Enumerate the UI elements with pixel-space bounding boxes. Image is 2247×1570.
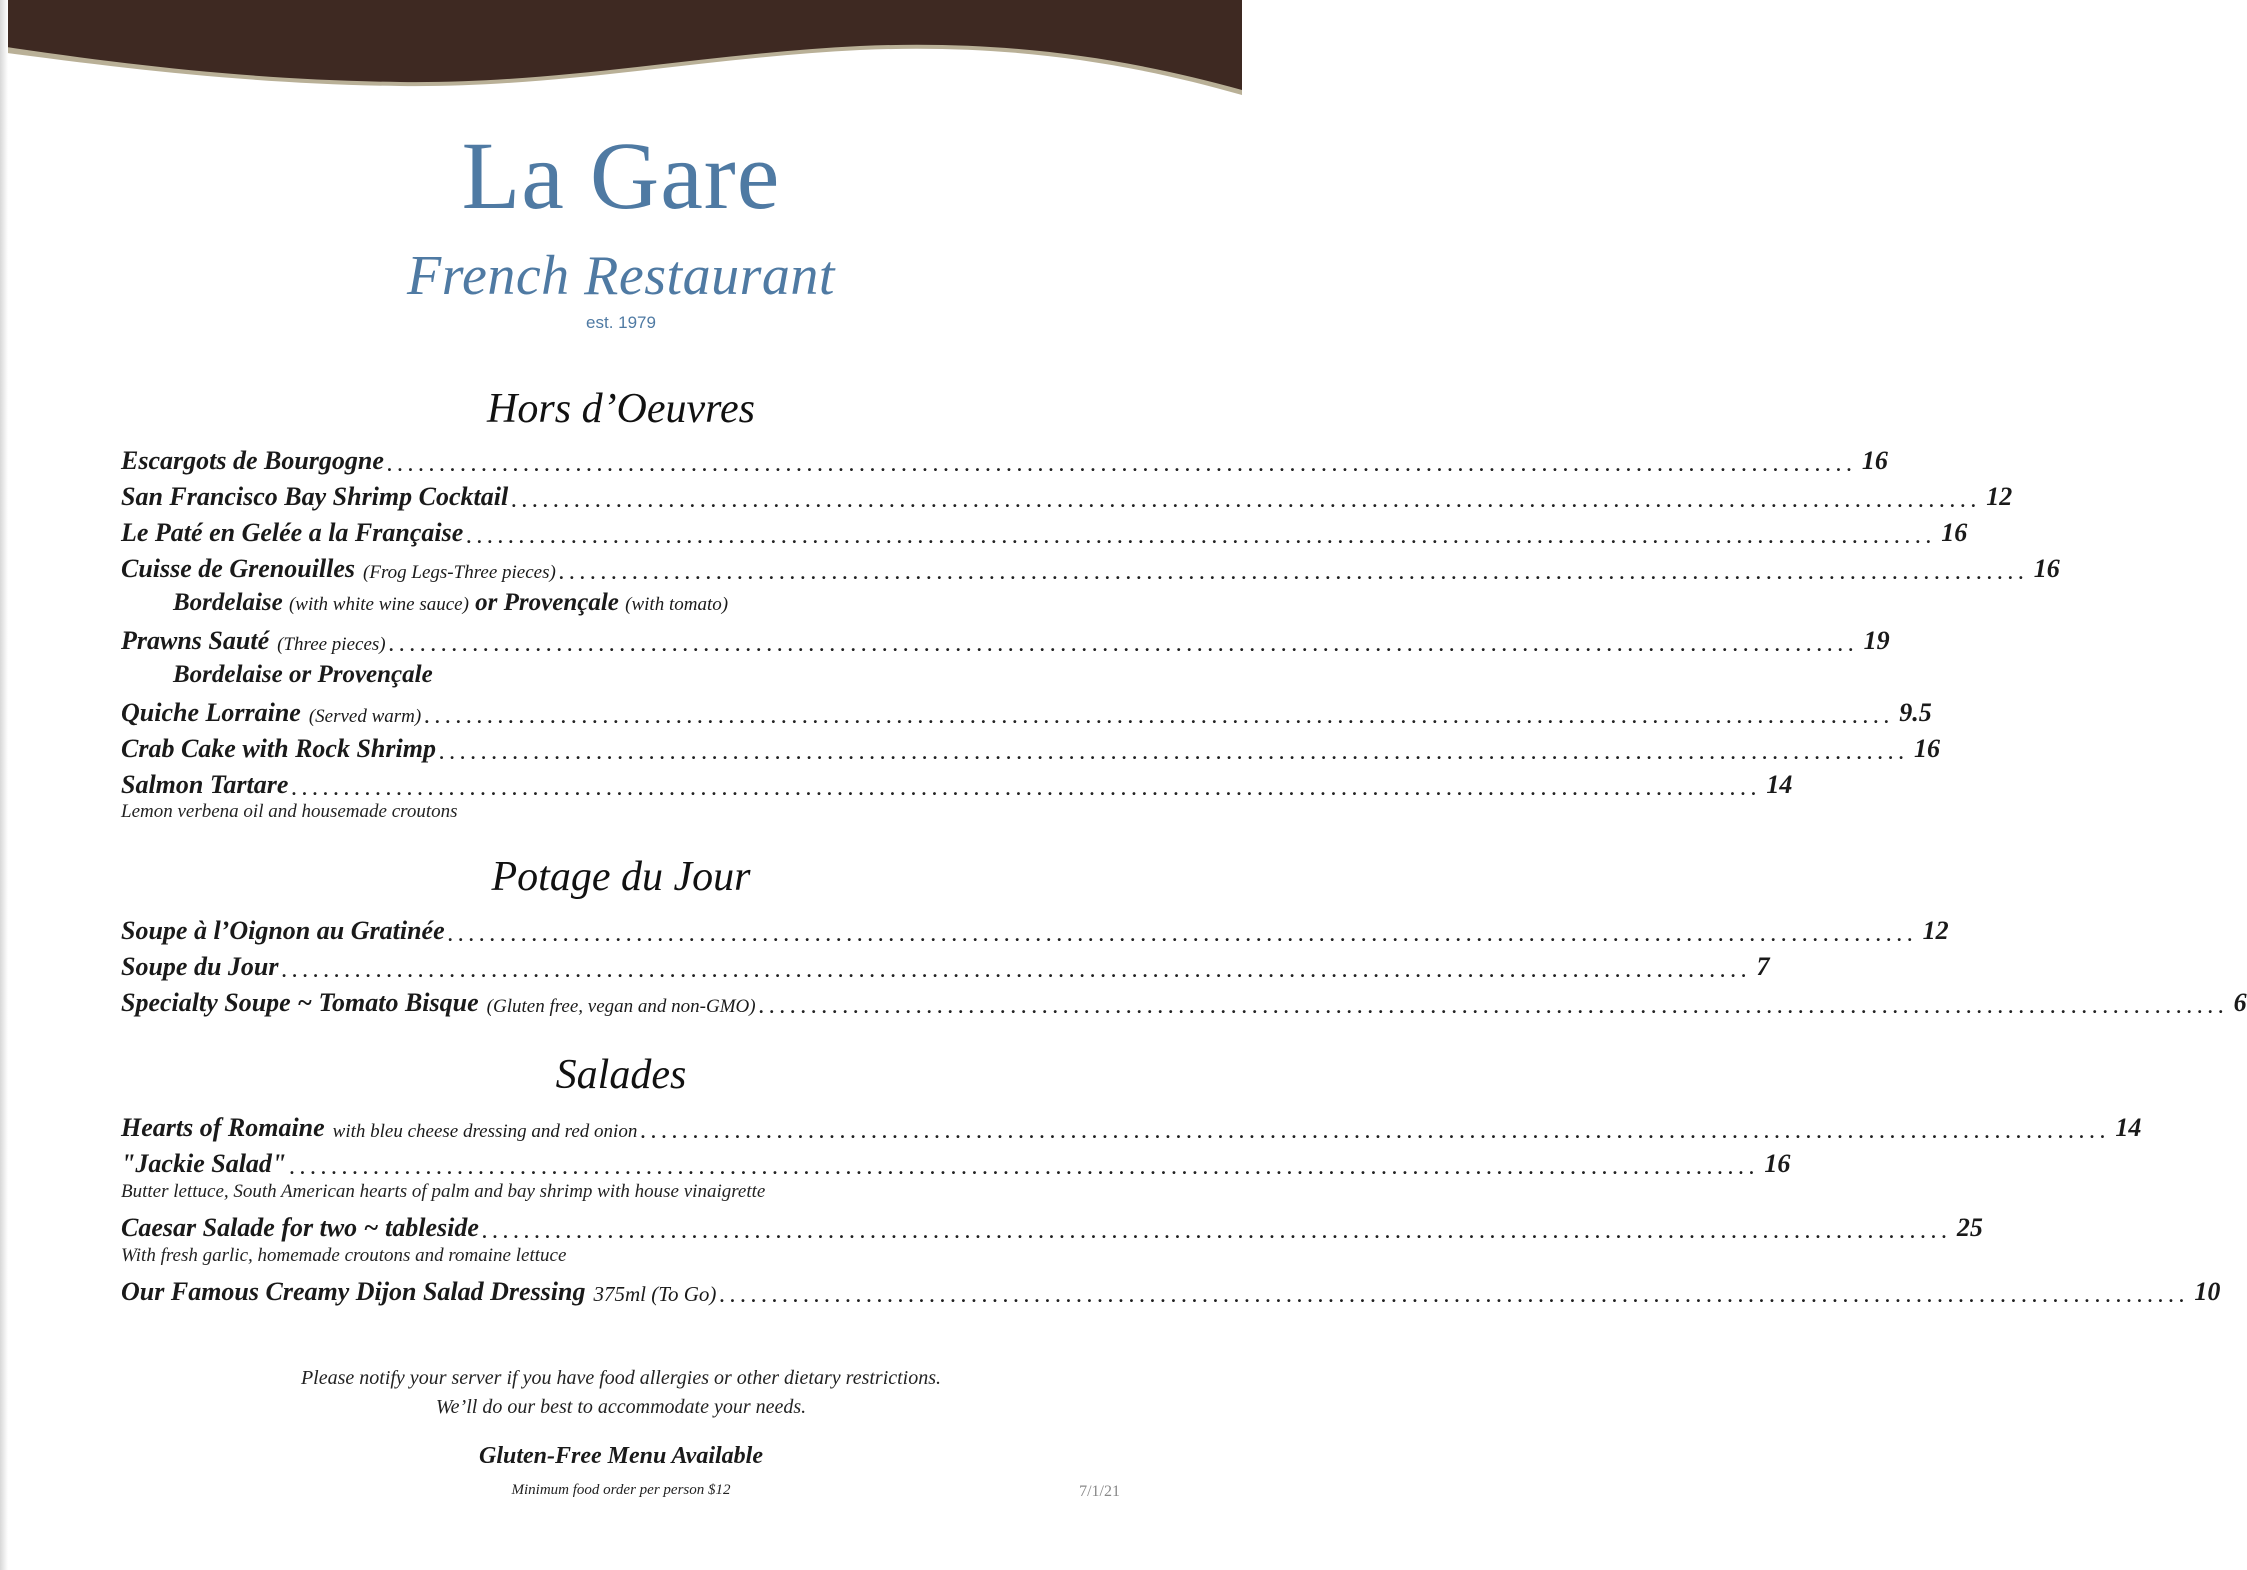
item-note: (Gluten free, vegan and non-GMO)	[486, 996, 756, 1017]
dot-leader: ............................................................................................................................................	[292, 779, 1763, 799]
item-note: (Served warm)	[308, 706, 422, 727]
item-price: 16	[1941, 518, 1968, 547]
option-bordelaise: Bordelaise	[173, 589, 283, 616]
item-name: Soupe à l’Oignon au Gratinée	[121, 916, 445, 945]
item-name: "Jackie Salad"	[121, 1149, 287, 1178]
menu-item	[121, 764, 1793, 799]
menu-item	[121, 512, 1968, 547]
page-edge-shadow	[0, 0, 8, 1570]
header-wave-decoration	[0, 0, 1242, 100]
menu-item	[121, 1143, 1791, 1178]
dot-leader: ............................................................................................................................................	[425, 707, 1896, 727]
item-name: Salmon Tartare	[121, 770, 289, 799]
section-title-salades: Salades	[555, 1052, 687, 1098]
restaurant-subtitle: French Restaurant	[407, 245, 835, 307]
item-price: 14	[2115, 1113, 2142, 1142]
option-bordelaise-note: (with white wine sauce)	[288, 594, 469, 615]
prawn-options: Bordelaise or Provençale	[173, 661, 433, 688]
menu-date: 7/1/21	[1079, 1483, 1120, 1500]
dot-leader: ............................................................................................................................................	[387, 455, 1858, 475]
item-price: 25	[1956, 1213, 1983, 1242]
item-note: (Three pieces)	[277, 634, 386, 655]
option-provencale: Provençale	[503, 589, 619, 616]
item-description: With fresh garlic, homemade croutons and romaine lettuce	[121, 1245, 567, 1266]
dot-leader: ............................................................................................................................................	[290, 1158, 1761, 1178]
item-name: Cuisse de Grenouilles	[121, 554, 356, 583]
menu-item	[121, 1107, 2142, 1142]
restaurant-name: La Gare	[461, 122, 781, 229]
menu-item	[121, 982, 2247, 1017]
item-name: Caesar Salade for two ~ tableside	[121, 1213, 479, 1242]
allergy-notice-line1: Please notify your server if you have food allergies or other dietary restrictions.	[300, 1367, 942, 1389]
item-price: 16	[1861, 446, 1888, 475]
dot-leader: ............................................................................................................................................	[720, 1286, 2191, 1306]
menu-item	[121, 946, 1770, 981]
menu-item	[121, 620, 1890, 655]
item-note: 375ml (To Go)	[593, 1282, 717, 1306]
item-name: Specialty Soupe ~ Tomato Bisque	[121, 988, 479, 1017]
menu-item	[121, 440, 1888, 475]
item-price: 16	[1764, 1149, 1791, 1178]
item-name: Hearts of Romaine	[121, 1113, 325, 1142]
item-name: Soupe du Jour	[121, 952, 279, 981]
item-note: with bleu cheese dressing and red onion	[332, 1121, 638, 1142]
dot-leader: ............................................................................................................................................	[448, 925, 1919, 945]
item-price: 7	[1756, 952, 1770, 981]
allergy-notice-line2: We’ll do our best to accommodate your needs.	[435, 1396, 807, 1418]
item-name: Our Famous Creamy Dijon Salad Dressing	[121, 1277, 586, 1306]
item-note: (Frog Legs-Three pieces)	[363, 562, 556, 583]
item-price: 10	[2194, 1277, 2221, 1306]
option-provencale-note: (with tomato)	[625, 594, 729, 615]
item-price: 12	[1922, 916, 1949, 945]
item-price: 14	[1766, 770, 1793, 799]
dot-leader: ............................................................................................................................................	[559, 563, 2030, 583]
item-description: Butter lettuce, South American hearts of palm and bay shrimp with house vinaigrette	[121, 1181, 766, 1202]
dot-leader: ............................................................................................................................................	[512, 491, 1983, 511]
menu-item	[121, 548, 2060, 583]
item-name: Prawns Sauté	[121, 626, 270, 655]
dot-leader: ............................................................................................................................................	[389, 635, 1860, 655]
frog-legs-options	[173, 590, 728, 615]
dot-leader: ............................................................................................................................................	[641, 1122, 2112, 1142]
menu-item	[121, 476, 2013, 511]
item-price: 12	[1986, 482, 2013, 511]
section-title-hors-doeuvres: Hors d’Oeuvres	[487, 386, 755, 432]
menu-item	[121, 1207, 1983, 1242]
item-name: Escargots de Bourgogne	[121, 446, 384, 475]
dot-leader: ............................................................................................................................................	[439, 743, 1910, 763]
item-price: 9.5	[1899, 698, 1932, 727]
item-price: 16	[2033, 554, 2060, 583]
gluten-free-notice: Gluten-Free Menu Available	[479, 1443, 763, 1469]
section-title-potage: Potage du Jour	[491, 854, 751, 900]
item-name: Crab Cake with Rock Shrimp	[121, 734, 436, 763]
menu-item	[121, 910, 1949, 945]
menu-item	[121, 692, 1932, 727]
option-or: or	[475, 589, 498, 616]
item-name: Le Paté en Gelée a la Française	[121, 518, 464, 547]
item-name: Quiche Lorraine	[121, 698, 301, 727]
menu-item	[121, 1271, 2221, 1306]
dot-leader: ............................................................................................................................................	[759, 997, 2230, 1017]
minimum-order-note: Minimum food order per person $12	[511, 1482, 731, 1498]
menu-item	[121, 728, 1940, 763]
item-price: 16	[1913, 734, 1940, 763]
dot-leader: ............................................................................................................................................	[282, 961, 1753, 981]
dot-leader: ............................................................................................................................................	[467, 527, 1938, 547]
dot-leader: ............................................................................................................................................	[482, 1222, 1953, 1242]
item-name: San Francisco Bay Shrimp Cocktail	[121, 482, 509, 511]
item-price: 6	[2233, 988, 2247, 1017]
item-description: Lemon verbena oil and housemade croutons	[121, 801, 458, 822]
item-price: 19	[1863, 626, 1890, 655]
established-year: est. 1979	[586, 313, 656, 332]
